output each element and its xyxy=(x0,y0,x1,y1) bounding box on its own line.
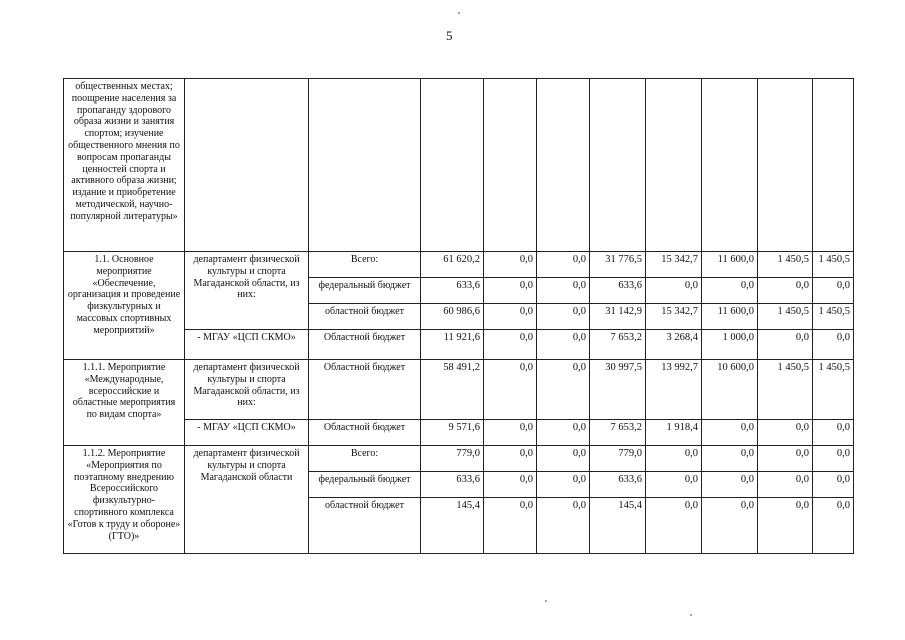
value-cell: 0,0 xyxy=(537,304,590,330)
value-cell: 31 776,5 xyxy=(590,252,646,278)
measure-name-cell: 1.1.1. Мероприятие «Международные, всероссийские и областные мероприятия по видам спорта» xyxy=(64,360,185,446)
value-cell: 7 653,2 xyxy=(590,420,646,446)
value-cell: 0,0 xyxy=(537,278,590,304)
value-cell xyxy=(758,79,813,252)
value-cell: 61 620,2 xyxy=(421,252,484,278)
value-cell: 1 918,4 xyxy=(646,420,702,446)
value-cell: 0,0 xyxy=(702,446,758,472)
value-cell: 0,0 xyxy=(646,278,702,304)
source-cell: Областной бюджет xyxy=(309,360,421,420)
value-cell: 1 450,5 xyxy=(813,252,854,278)
value-cell: 0,0 xyxy=(758,472,813,498)
value-cell: 10 600,0 xyxy=(702,360,758,420)
value-cell: 0,0 xyxy=(702,498,758,554)
value-cell: 145,4 xyxy=(590,498,646,554)
value-cell: 0,0 xyxy=(537,330,590,360)
value-cell: 0,0 xyxy=(484,330,537,360)
value-cell xyxy=(646,79,702,252)
value-cell: 0,0 xyxy=(702,472,758,498)
value-cell: 0,0 xyxy=(484,360,537,420)
value-cell: 9 571,6 xyxy=(421,420,484,446)
table-row xyxy=(64,446,854,472)
value-cell: 0,0 xyxy=(813,446,854,472)
source-cell xyxy=(309,79,421,252)
value-cell: 0,0 xyxy=(813,420,854,446)
source-cell: Всего: xyxy=(309,446,421,472)
scan-speck xyxy=(458,12,460,14)
source-cell: федеральный бюджет xyxy=(309,278,421,304)
value-cell: 0,0 xyxy=(758,330,813,360)
value-cell: 779,0 xyxy=(590,446,646,472)
budget-table xyxy=(63,78,854,554)
value-cell: 13 992,7 xyxy=(646,360,702,420)
value-cell: 145,4 xyxy=(421,498,484,554)
value-cell: 1 450,5 xyxy=(813,360,854,420)
value-cell: 1 450,5 xyxy=(758,252,813,278)
value-cell: 0,0 xyxy=(813,498,854,554)
value-cell: 0,0 xyxy=(813,278,854,304)
value-cell: 1 450,5 xyxy=(813,304,854,330)
scan-speck xyxy=(690,614,692,616)
source-cell: Областной бюджет xyxy=(309,330,421,360)
value-cell: 0,0 xyxy=(758,498,813,554)
value-cell: 0,0 xyxy=(484,446,537,472)
value-cell: 633,6 xyxy=(590,278,646,304)
source-cell: федеральный бюджет xyxy=(309,472,421,498)
value-cell xyxy=(702,79,758,252)
value-cell: 0,0 xyxy=(758,420,813,446)
executor-cell: департамент физической культуры и спорта Магаданской области xyxy=(185,446,309,554)
value-cell xyxy=(537,79,590,252)
value-cell: 31 142,9 xyxy=(590,304,646,330)
source-cell: Областной бюджет xyxy=(309,420,421,446)
table-row xyxy=(64,79,854,252)
value-cell xyxy=(590,79,646,252)
value-cell: 0,0 xyxy=(484,252,537,278)
measure-name-cell: 1.1. Основное мероприятие «Обеспечение, организация и проведение физкультурных и массовых спортивных мероприятий» xyxy=(64,252,185,360)
value-cell: 1 450,5 xyxy=(758,360,813,420)
value-cell: 0,0 xyxy=(484,278,537,304)
measure-name-cell: общественных местах; поощрение населения за пропаганду здорового образа жизни и занятия спортом; изучение общественного мнения по вопросам пропаганды ценностей спорта и активного образа жизни; издание и приобретение методической, научно-популярной литературы» xyxy=(64,79,185,252)
value-cell: 58 491,2 xyxy=(421,360,484,420)
value-cell: 0,0 xyxy=(537,252,590,278)
value-cell xyxy=(421,79,484,252)
value-cell: 7 653,2 xyxy=(590,330,646,360)
value-cell: 0,0 xyxy=(537,498,590,554)
source-cell: областной бюджет xyxy=(309,498,421,554)
value-cell: 0,0 xyxy=(537,446,590,472)
value-cell: 779,0 xyxy=(421,446,484,472)
value-cell: 0,0 xyxy=(537,472,590,498)
value-cell: 1 450,5 xyxy=(758,304,813,330)
executor-cell xyxy=(185,79,309,252)
source-cell: областной бюджет xyxy=(309,304,421,330)
value-cell: 60 986,6 xyxy=(421,304,484,330)
value-cell xyxy=(484,79,537,252)
value-cell: 11 921,6 xyxy=(421,330,484,360)
page-number: 5 xyxy=(446,28,453,43)
executor-cell: - МГАУ «ЦСП СКМО» xyxy=(185,420,309,446)
value-cell: 1 000,0 xyxy=(702,330,758,360)
value-cell: 0,0 xyxy=(537,360,590,420)
value-cell: 0,0 xyxy=(702,420,758,446)
executor-cell: департамент физической культуры и спорта Магаданской области, из них: xyxy=(185,252,309,330)
executor-cell: департамент физической культуры и спорта Магаданской области, из них: xyxy=(185,360,309,420)
value-cell: 0,0 xyxy=(813,330,854,360)
value-cell: 0,0 xyxy=(702,278,758,304)
value-cell: 0,0 xyxy=(484,498,537,554)
value-cell: 0,0 xyxy=(484,472,537,498)
value-cell: 0,0 xyxy=(537,420,590,446)
value-cell: 0,0 xyxy=(646,472,702,498)
value-cell: 0,0 xyxy=(646,446,702,472)
value-cell: 30 997,5 xyxy=(590,360,646,420)
value-cell: 11 600,0 xyxy=(702,304,758,330)
value-cell: 0,0 xyxy=(646,498,702,554)
value-cell: 3 268,4 xyxy=(646,330,702,360)
value-cell: 633,6 xyxy=(590,472,646,498)
table-row xyxy=(64,360,854,420)
value-cell: 0,0 xyxy=(813,472,854,498)
source-cell: Всего: xyxy=(309,252,421,278)
value-cell: 11 600,0 xyxy=(702,252,758,278)
value-cell: 15 342,7 xyxy=(646,304,702,330)
value-cell: 0,0 xyxy=(484,420,537,446)
value-cell: 0,0 xyxy=(758,446,813,472)
table-row xyxy=(64,252,854,278)
value-cell: 0,0 xyxy=(758,278,813,304)
value-cell: 0,0 xyxy=(484,304,537,330)
executor-cell: - МГАУ «ЦСП СКМО» xyxy=(185,330,309,360)
measure-name-cell: 1.1.2. Мероприятие «Мероприятия по поэтапному внедрению Всероссийского физкультурно-спортивного комплекса «Готов к труду и обороне» (ГТО)» xyxy=(64,446,185,554)
value-cell: 633,6 xyxy=(421,278,484,304)
value-cell: 633,6 xyxy=(421,472,484,498)
value-cell: 15 342,7 xyxy=(646,252,702,278)
value-cell xyxy=(813,79,854,252)
scan-speck xyxy=(545,600,547,602)
